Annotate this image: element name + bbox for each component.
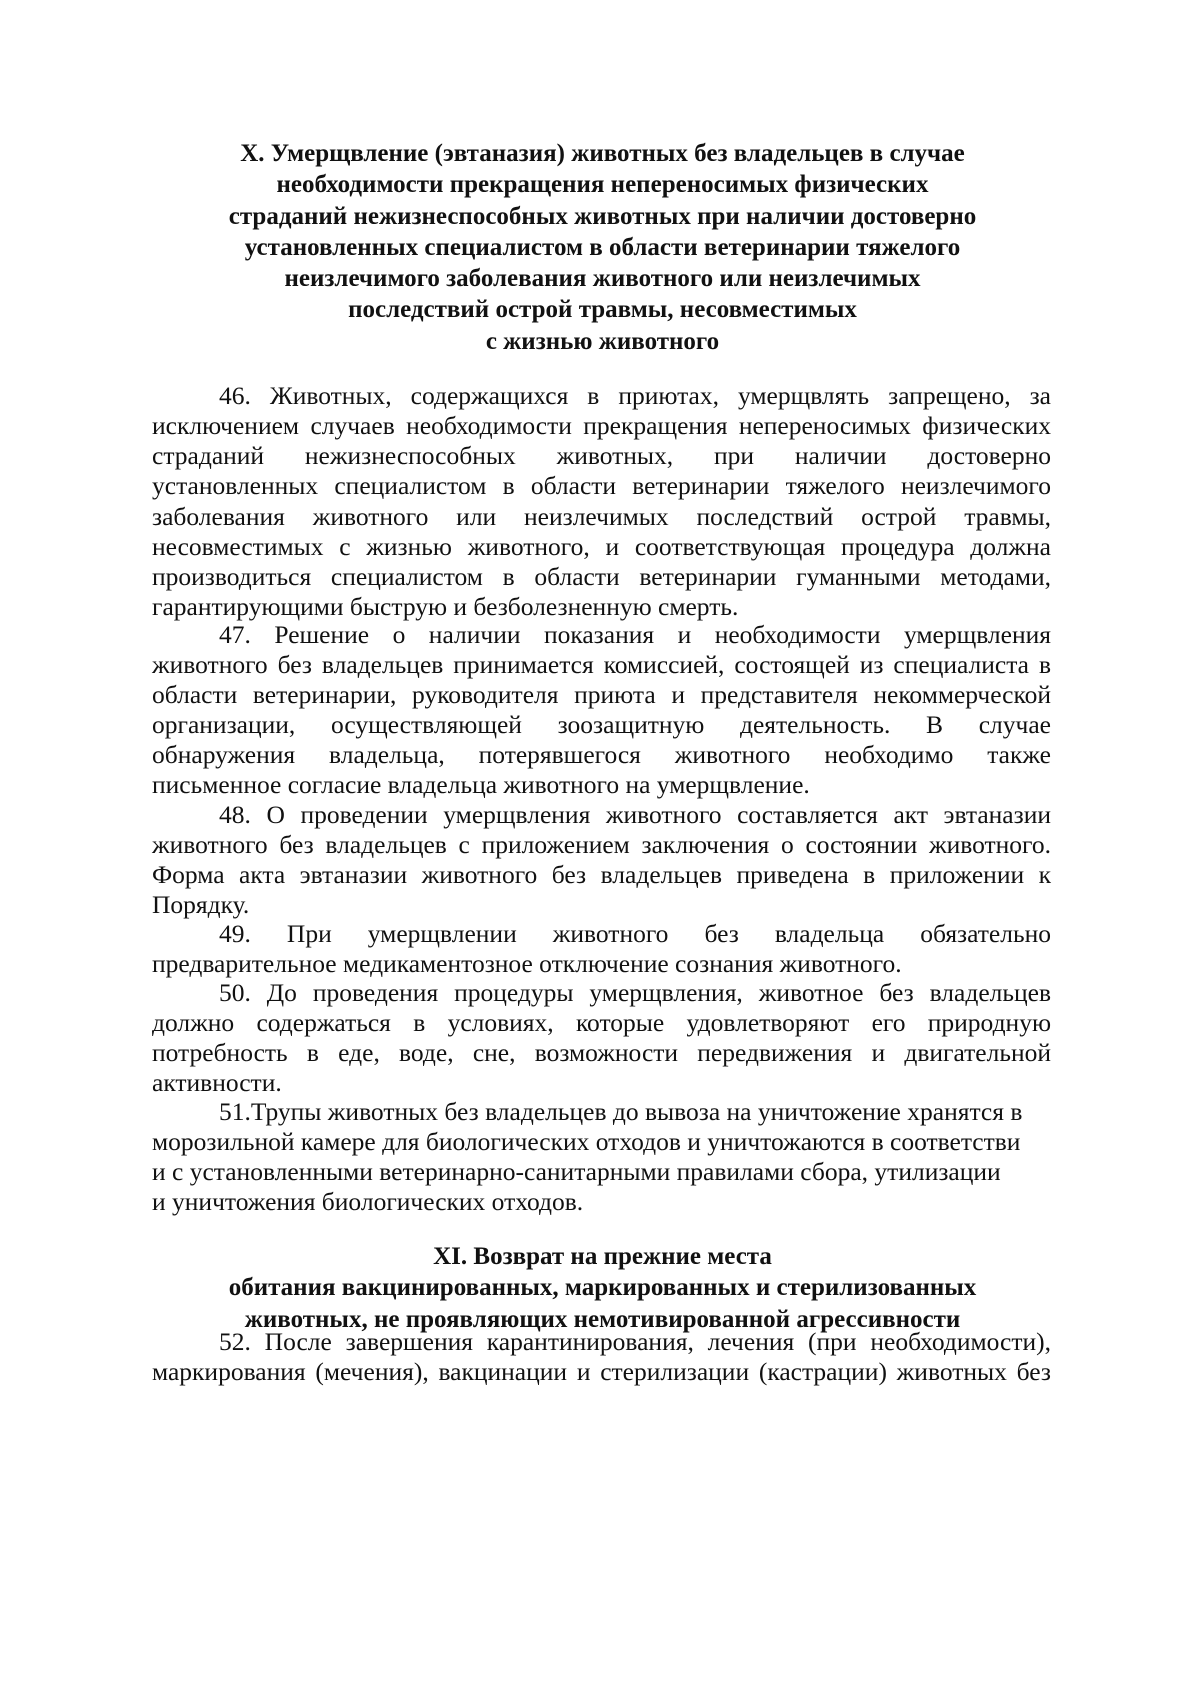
- text-line: 50. До проведения процедуры умерщвления, животное без владельцев: [219, 978, 1051, 1007]
- text-line: Форма акта эвтаназии животного без владельцев приведена в приложении к: [152, 860, 1051, 889]
- text-line: обнаружения владельца, потерявшегося животного необходимо также: [152, 740, 1051, 769]
- text-line: 47. Решение о наличии показания и необходимости умерщвления: [219, 620, 1051, 649]
- text-line: и уничтожения биологических отходов.: [152, 1187, 584, 1216]
- section-heading-xi: [150, 1241, 1055, 1335]
- section-heading-x: [150, 138, 1055, 357]
- text-line: несовместимых с жизнью животного, и соответствующая процедура должна: [152, 532, 1051, 561]
- heading-line: XI. Возврат на прежние места: [433, 1243, 772, 1270]
- heading-line: обитания вакцинированных, маркированных и стерилизованных: [228, 1274, 977, 1302]
- text-line: животного без владельцев принимается комиссией, состоящей из специалиста в: [152, 650, 1051, 679]
- text-line: страданий нежизнеспособных животных, при наличии достоверно: [152, 441, 1051, 470]
- heading-line: последствий острой травмы, несовместимых: [348, 296, 857, 324]
- text-line: активности.: [152, 1068, 282, 1097]
- text-line: 46. Животных, содержащихся в приютах, умерщвлять запрещено, за: [219, 381, 1051, 410]
- text-line: животного без владельцев с приложением заключения о состоянии животного.: [152, 830, 1051, 859]
- text-line: 51.Трупы животных без владельцев до вывоза на уничтожение хранятся в: [219, 1097, 1023, 1126]
- heading-line: страданий нежизнеспособных животных при наличии достоверно: [228, 202, 977, 230]
- text-line: области ветеринарии, руководителя приюта и представителя некоммерческой: [152, 680, 1051, 709]
- text-line: морозильной камере для биологических отходов и уничтожаются в соответстви: [152, 1127, 1021, 1156]
- text-line: 49. При умерщвлении животного без владельца обязательно: [219, 919, 1051, 948]
- text-line: заболевания животного или неизлечимых последствий острой травмы,: [152, 502, 1051, 531]
- text-line: Порядку.: [152, 890, 250, 919]
- text-line: установленных специалистом в области ветеринарии тяжелого неизлечимого: [152, 471, 1051, 500]
- text-line: письменное согласие владельца животного на умерщвление.: [152, 770, 810, 799]
- text-line: должно содержаться в условиях, которые удовлетворяют его природную: [152, 1008, 1051, 1037]
- text-line: 48. О проведении умерщвления животного составляется акт эвтаназии: [219, 800, 1051, 829]
- heading-line: с жизнью животного: [485, 327, 720, 355]
- text-line: организации, осуществляющей зоозащитную деятельность. В случае: [152, 710, 1051, 739]
- heading-line: необходимости прекращения непереносимых физических: [276, 171, 929, 199]
- heading-line: установленных специалистом в области ветеринарии тяжелого: [244, 233, 961, 261]
- text-line: и с установленными ветеринарно-санитарными правилами сбора, утилизации: [152, 1157, 1001, 1186]
- text-line: гарантирующими быструю и безболезненную смерть.: [152, 592, 739, 621]
- text-line: производиться специалистом в области ветеринарии гуманными методами,: [152, 562, 1051, 591]
- text-line: исключением случаев необходимости прекращения непереносимых физических: [152, 411, 1051, 440]
- heading-line: животных, не проявляющих немотивированной агрессивности: [244, 1305, 961, 1333]
- text-line: 52. После завершения карантинирования, лечения (при необходимости),: [219, 1327, 1051, 1356]
- heading-line: X. Умерщвление (эвтаназия) животных без владельцев в случае: [240, 140, 965, 167]
- text-line: маркирования (мечения), вакцинации и стерилизации (кастрации) животных без: [152, 1357, 1051, 1386]
- text-line: предварительное медикаментозное отключение сознания животного.: [152, 949, 902, 978]
- heading-line: неизлечимого заболевания животного или неизлечимых: [284, 265, 921, 293]
- text-line: потребность в еде, воде, сне, возможности передвижения и двигательной: [152, 1038, 1051, 1067]
